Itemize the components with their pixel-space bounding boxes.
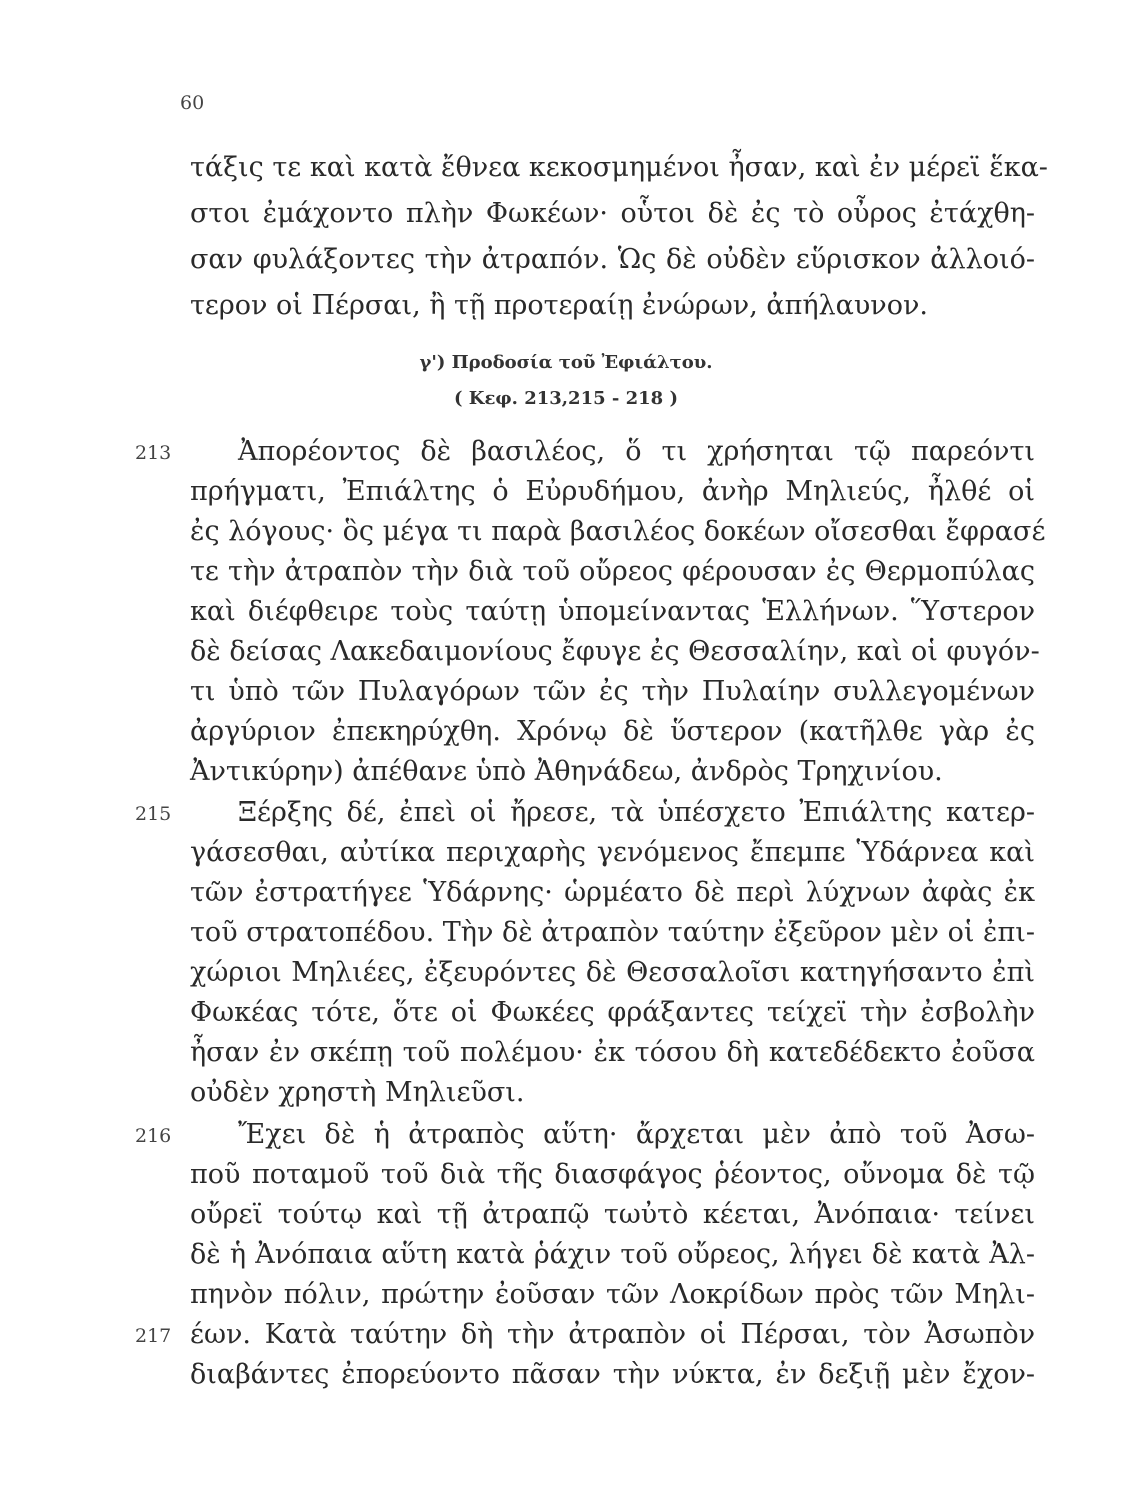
chapter-number: 217 [135, 1325, 172, 1347]
text-line: Ἀντικύρην) ἀπέθανε ὑπὸ Ἀθηνάδεω, ἀνδρὸς Τρηχινίου. [190, 756, 943, 787]
text-line: έων. Κατὰ ταύτην δὴ τὴν ἀτραπὸν οἱ Πέρσαι, τὸν Ἀσωπὸν [190, 1319, 1035, 1350]
text-line: διαβάντες ἐπορεύοντο πᾶσαν τὴν νύκτα, ἐν δεξιῇ μὲν ἔχον- [190, 1359, 1035, 1390]
text-line: Ἔχει δὲ ἡ ἀτραπὸς αὕτη· ἄρχεται μὲν ἀπὸ τοῦ Ἀσω- [238, 1119, 1035, 1150]
page-number: 60 [180, 92, 205, 114]
text-line: ποῦ ποταμοῦ τοῦ διὰ τῆς διασφάγος ῥέοντος, οὔνομα δὲ τῷ [190, 1159, 1035, 1190]
chapter-number: 213 [135, 442, 172, 464]
text-line: τερον οἱ Πέρσαι, ἢ τῇ προτεραίῃ ἐνώρων, ἀπήλαυνον. [190, 290, 928, 321]
text-line: πηνὸν πόλιν, πρώτην ἐοῦσαν τῶν Λοκρίδων πρὸς τῶν Μηλι- [190, 1279, 1035, 1310]
text-line: ἦσαν ἐν σκέπῃ τοῦ πολέμου· ἐκ τόσου δὴ κατεδέδεκτο ἐοῦσα [190, 1037, 1035, 1068]
text-line: καὶ διέφθειρε τοὺς ταύτῃ ὑπομείναντας Ἑλλήνων. Ὕστερον [190, 596, 1035, 627]
chapter-number: 215 [135, 803, 172, 825]
text-line: δὲ δείσας Λακεδαιμονίους ἔφυγε ἐς Θεσσαλίην, καὶ οἱ φυγόν- [190, 636, 1040, 667]
section-heading: γ') Προδοσία τοῦ Ἐφιάλτου. [419, 352, 713, 373]
text-line: γάσεσθαι, αὐτίκα περιχαρὴς γενόμενος ἔπεμπε Ὑδάρνεα καὶ [190, 837, 1035, 868]
text-line: Ἀπορέοντος δὲ βασιλέος, ὅ τι χρήσηται τῷ παρεόντι [238, 436, 1035, 467]
text-line: οὐδὲν χρηστὴ Μηλιεῦσι. [190, 1077, 525, 1108]
text-line: στοι ἐμάχοντο πλὴν Φωκέων· οὗτοι δὲ ἐς τὸ οὖρος ἐτάχθη- [190, 198, 1035, 229]
text-line: ἐς λόγους· ὃς μέγα τι παρὰ βασιλέος δοκέων οἴσεσθαι ἔφρασέ [190, 516, 1046, 547]
text-line: δὲ ἡ Ἀνόπαια αὕτη κατὰ ῥάχιν τοῦ οὔρεος, λήγει δὲ κατὰ Ἀλ- [190, 1239, 1035, 1270]
text-line: σαν φυλάξοντες τὴν ἀτραπόν. Ὡς δὲ οὐδὲν εὕρισκον ἀλλοιό- [190, 244, 1035, 275]
text-line: οὔρεϊ τούτῳ καὶ τῇ ἀτραπῷ τωὐτὸ κέεται, Ἀνόπαια· τείνει [190, 1199, 1035, 1230]
text-line: χώριοι Μηλιέες, ἐξευρόντες δὲ Θεσσαλοῖσι κατηγήσαντο ἐπὶ [190, 957, 1035, 988]
text-line: τε τὴν ἀτραπὸν τὴν διὰ τοῦ οὔρεος φέρουσαν ἐς Θερμοπύλας [190, 556, 1035, 587]
text-line: τι ὑπὸ τῶν Πυλαγόρων τῶν ἐς τὴν Πυλαίην συλλεγομένων [190, 676, 1035, 707]
text-line: ἀργύριον ἐπεκηρύχθη. Χρόνῳ δὲ ὕστερον (κατῆλθε γὰρ ἐς [190, 716, 1035, 747]
text-line: Φωκέας τότε, ὅτε οἱ Φωκέες φράξαντες τείχεϊ τὴν ἐσβολὴν [190, 997, 1035, 1028]
text-line: τῶν ἐστρατήγεε Ὑδάρνης· ὡρμέατο δὲ περὶ λύχνων ἀφὰς ἐκ [190, 877, 1035, 908]
section-subheading: ( Κεφ. 213,215 - 218 ) [454, 388, 678, 409]
text-line: πρήγματι, Ἐπιάλτης ὁ Εὐρυδήμου, ἀνὴρ Μηλιεύς, ἦλθέ οἱ [190, 476, 1035, 507]
text-line: Ξέρξης δέ, ἐπεὶ οἱ ἤρεσε, τὰ ὑπέσχετο Ἐπιάλτης κατερ- [238, 797, 1035, 828]
chapter-number: 216 [135, 1125, 172, 1147]
text-line: τάξις τε καὶ κατὰ ἔθνεα κεκοσμημένοι ἦσαν, καὶ ἐν μέρεϊ ἕκα- [190, 152, 1048, 183]
text-line: τοῦ στρατοπέδου. Τὴν δὲ ἀτραπὸν ταύτην ἐξεῦρον μὲν οἱ ἐπι- [190, 917, 1035, 948]
